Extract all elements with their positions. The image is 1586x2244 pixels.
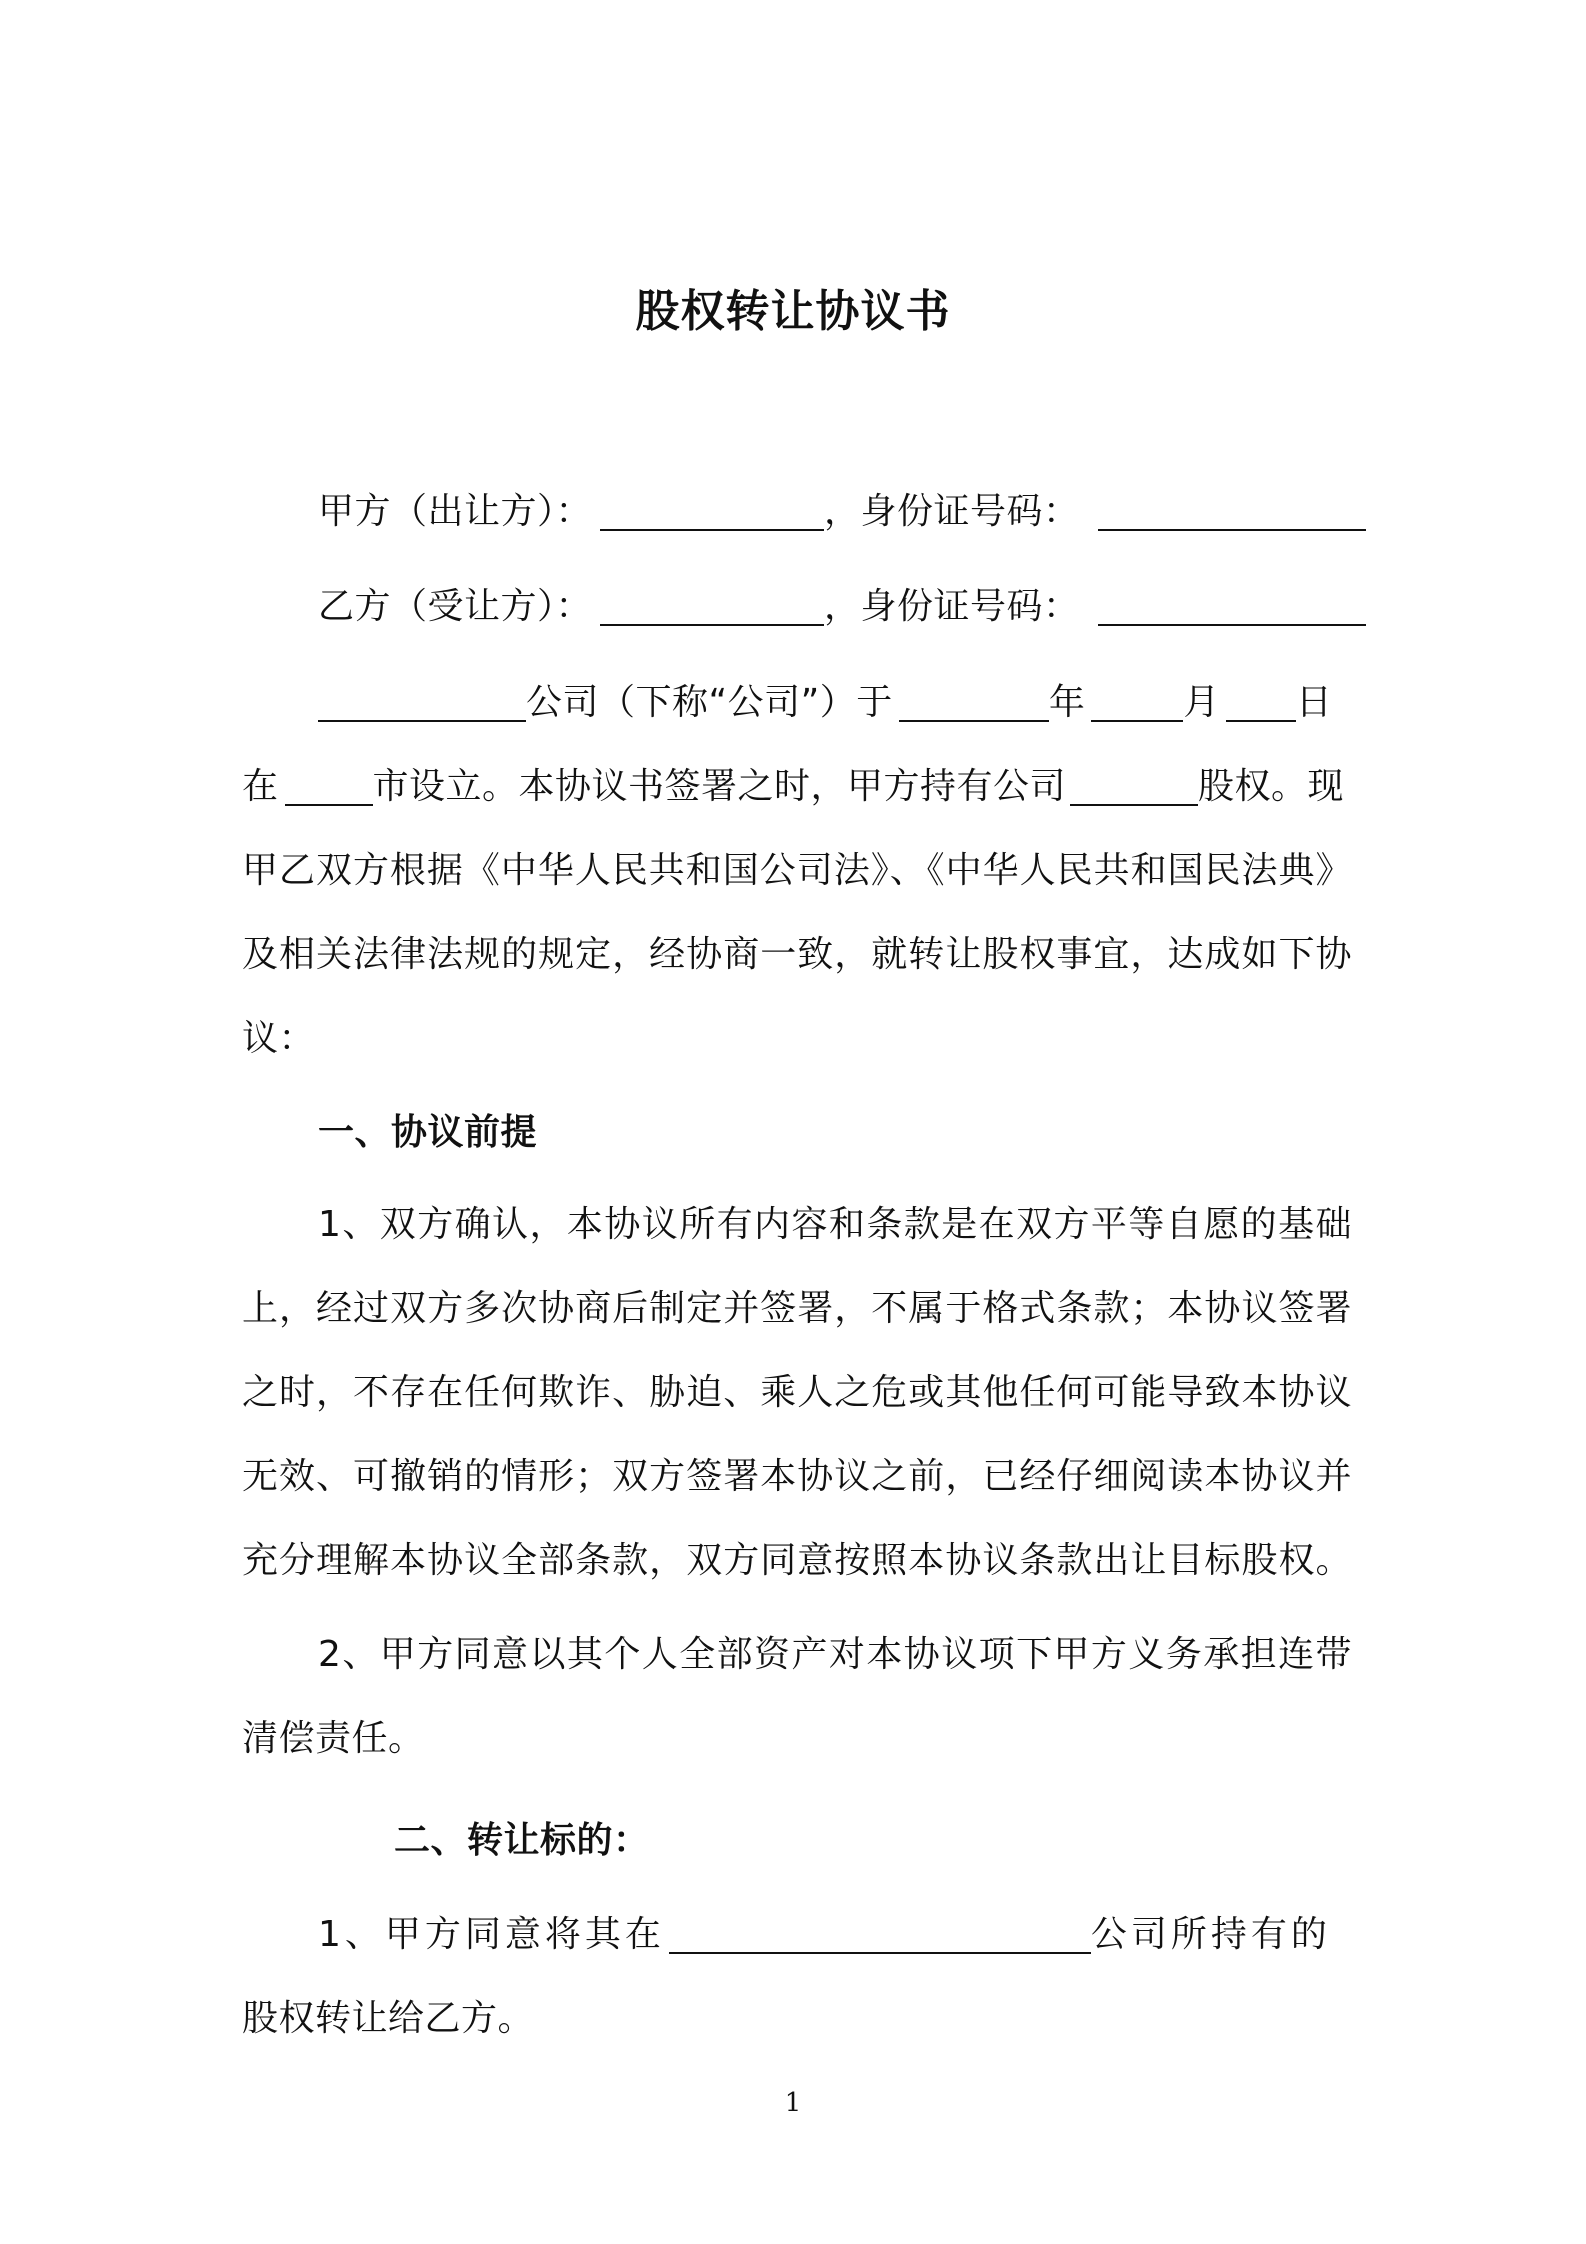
day-text: 日 bbox=[1295, 682, 1333, 723]
section-1-clause-1-line-5: 充分理解本协议全部条款，双方同意按照本协议条款出让目标股权。 bbox=[242, 1540, 1352, 1581]
city-blank[interactable] bbox=[285, 764, 373, 806]
party-b-name-blank[interactable] bbox=[600, 584, 824, 626]
party-a-line bbox=[242, 487, 1352, 537]
section-1-clause-1-line-4: 无效、可撤销的情形；双方签署本协议之前，已经仔细阅读本协议并 bbox=[242, 1456, 1352, 1497]
section-1-clause-1-line-1: 1、双方确认，本协议所有内容和条款是在双方平等自愿的基础 bbox=[318, 1204, 1352, 1245]
section-2-clause-1-line-2: 股权转让给乙方。 bbox=[242, 1998, 535, 2039]
day-blank[interactable] bbox=[1226, 680, 1296, 722]
party-a-id-label: ，身份证号码： bbox=[824, 491, 1080, 532]
intro-line-2 bbox=[242, 762, 1352, 812]
intro-line-1 bbox=[242, 678, 1352, 728]
company-name-blank[interactable] bbox=[318, 680, 526, 722]
page-number: 1 bbox=[784, 2088, 802, 2118]
section-1-clause-2-line-1: 2、甲方同意以其个人全部资产对本协议项下甲方义务承担连带 bbox=[318, 1634, 1352, 1675]
document-title: 股权转让协议书 bbox=[635, 286, 951, 337]
section-2-heading: 二、转让标的： bbox=[394, 1820, 650, 1861]
share-percent-blank[interactable] bbox=[1070, 764, 1198, 806]
section-1-clause-1-line-2: 上，经过双方多次协商后制定并签署，不属于格式条款；本协议签署 bbox=[242, 1288, 1352, 1329]
section-1-heading: 一、协议前提 bbox=[318, 1112, 538, 1153]
intro-line-5: 议： bbox=[242, 1018, 316, 1059]
party-b-id-label: ，身份证号码： bbox=[824, 586, 1080, 627]
section-2-clause-1-line-1 bbox=[242, 1910, 1352, 1960]
year-text: 年 bbox=[1048, 682, 1086, 723]
party-a-label: 甲方（出让方）： bbox=[318, 491, 593, 532]
section-1-clause-1-line-3: 之时，不存在任何欺诈、胁迫、乘人之危或其他任何可能导致本协议 bbox=[242, 1372, 1352, 1413]
month-blank[interactable] bbox=[1091, 680, 1183, 722]
section-1-clause-2-line-2: 清偿责任。 bbox=[242, 1718, 425, 1759]
intro-company-text: 公司（下称“公司”）于 bbox=[526, 682, 893, 723]
intro-end-text: 股权。现 bbox=[1198, 766, 1345, 807]
party-a-id-blank[interactable] bbox=[1098, 489, 1366, 531]
party-b-label: 乙方（受让方）： bbox=[318, 586, 593, 627]
section-2-clause-1-end: 公司所持有的 bbox=[1090, 1914, 1331, 1955]
intro-line-4: 及相关法律法规的规定，经协商一致，就转让股权事宜，达成如下协 bbox=[242, 934, 1352, 975]
section-2-clause-1-start: 1、甲方同意将其在 bbox=[318, 1914, 665, 1955]
party-b-id-blank[interactable] bbox=[1098, 584, 1366, 626]
year-blank[interactable] bbox=[899, 680, 1049, 722]
in-text: 在 bbox=[242, 766, 279, 807]
party-a-name-blank[interactable] bbox=[600, 489, 824, 531]
month-text: 月 bbox=[1183, 682, 1220, 723]
target-company-blank[interactable] bbox=[669, 1912, 1091, 1954]
party-b-line bbox=[242, 582, 1352, 632]
intro-line-3: 甲乙双方根据《中华人民共和国公司法》、《中华人民共和国民法典》 bbox=[242, 850, 1352, 891]
intro-mid-text: 市设立。本协议书签署之时，甲方持有公司 bbox=[372, 766, 1067, 807]
